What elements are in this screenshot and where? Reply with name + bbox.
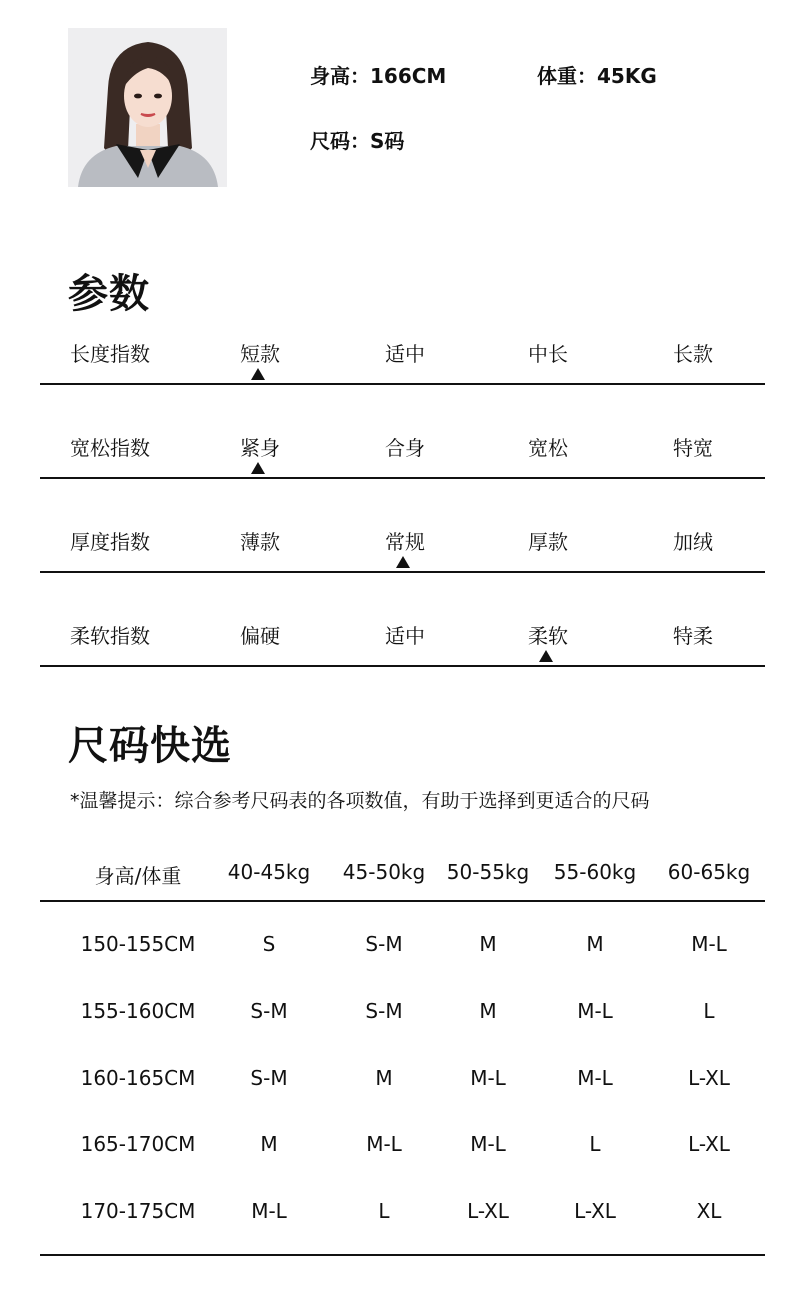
- param-option: 厚款: [528, 530, 568, 554]
- param-option: 紧身: [240, 436, 280, 460]
- params-title: 参数: [68, 271, 150, 317]
- table-cell: M: [479, 999, 497, 1023]
- table-header-cell: 身高/体重: [94, 864, 182, 888]
- table-cell: M-L: [691, 932, 727, 956]
- param-label: 柔软指数: [70, 624, 150, 648]
- param-option: 长款: [673, 342, 713, 366]
- table-row-label: 150-155CM: [80, 932, 196, 956]
- table-cell: M: [479, 932, 497, 956]
- table-header-cell: 40-45kg: [227, 860, 311, 884]
- table-cell: XL: [696, 1199, 722, 1223]
- param-option: 柔软: [528, 624, 568, 648]
- table-row-label: 170-175CM: [80, 1199, 196, 1223]
- table-cell: M-L: [470, 1132, 506, 1156]
- selection-marker-icon: [251, 462, 265, 474]
- table-cell: M-L: [251, 1199, 287, 1223]
- table-cell: L-XL: [688, 1066, 730, 1090]
- table-cell: S: [262, 932, 276, 956]
- param-row: [40, 338, 765, 430]
- table-cell: M: [375, 1066, 393, 1090]
- table-cell: L: [589, 1132, 601, 1156]
- model-height: 身高：166CM: [310, 64, 447, 88]
- table-cell: L-XL: [574, 1199, 616, 1223]
- param-option: 特宽: [673, 436, 713, 460]
- model-size: 尺码：S码: [310, 129, 405, 153]
- param-option: 偏硬: [240, 624, 280, 648]
- param-option: 特柔: [673, 624, 713, 648]
- table-cell: S-M: [250, 999, 288, 1023]
- model-photo: [68, 28, 227, 187]
- param-option: 加绒: [673, 530, 713, 554]
- table-header-rule: [40, 900, 765, 902]
- table-cell: L-XL: [688, 1132, 730, 1156]
- table-cell: M-L: [577, 999, 613, 1023]
- table-cell: S-M: [250, 1066, 288, 1090]
- param-option: 宽松: [528, 436, 568, 460]
- table-bottom-rule: [40, 1254, 765, 1256]
- param-divider: [40, 665, 765, 667]
- table-header-cell: 55-60kg: [553, 860, 637, 884]
- table-row-label: 165-170CM: [80, 1132, 196, 1156]
- selection-marker-icon: [396, 556, 410, 568]
- param-divider: [40, 477, 765, 479]
- selection-marker-icon: [539, 650, 553, 662]
- param-option: 合身: [385, 436, 425, 460]
- param-label: 长度指数: [70, 342, 150, 366]
- size-guide-tip: *温馨提示：综合参考尺码表的各项数值，有助于选择到更适合的尺码: [70, 790, 650, 812]
- table-cell: M-L: [577, 1066, 613, 1090]
- table-cell: M-L: [470, 1066, 506, 1090]
- param-option: 常规: [385, 530, 425, 554]
- table-cell: M: [260, 1132, 278, 1156]
- param-option: 短款: [240, 342, 280, 366]
- table-header-cell: 50-55kg: [446, 860, 530, 884]
- param-option: 中长: [528, 342, 568, 366]
- model-weight: 体重：45KG: [537, 64, 657, 88]
- param-option: 适中: [385, 342, 425, 366]
- param-divider: [40, 383, 765, 385]
- param-row: [40, 620, 765, 712]
- table-cell: L: [703, 999, 715, 1023]
- table-cell: M-L: [366, 1132, 402, 1156]
- param-label: 厚度指数: [70, 530, 150, 554]
- param-divider: [40, 571, 765, 573]
- selection-marker-icon: [251, 368, 265, 380]
- table-cell: M: [586, 932, 604, 956]
- param-row: [40, 526, 765, 618]
- param-label: 宽松指数: [70, 436, 150, 460]
- table-row-label: 155-160CM: [80, 999, 196, 1023]
- table-cell: L-XL: [467, 1199, 509, 1223]
- table-cell: S-M: [365, 932, 403, 956]
- table-header-cell: 60-65kg: [667, 860, 751, 884]
- param-option: 薄款: [240, 530, 280, 554]
- table-cell: S-M: [365, 999, 403, 1023]
- param-option: 适中: [385, 624, 425, 648]
- table-header-cell: 45-50kg: [342, 860, 426, 884]
- table-cell: L: [378, 1199, 390, 1223]
- table-row-label: 160-165CM: [80, 1066, 196, 1090]
- param-row: [40, 432, 765, 524]
- size-guide-title: 尺码快选: [68, 723, 232, 769]
